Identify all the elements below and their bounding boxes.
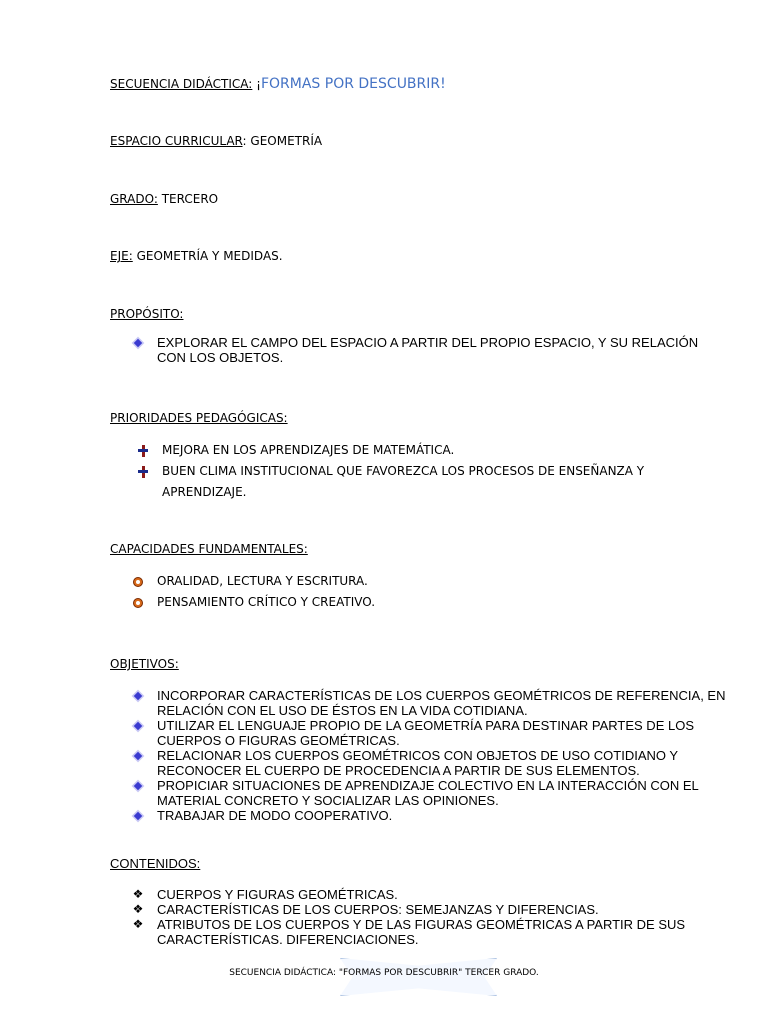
espacio-value: : GEOMETRÍA (242, 134, 323, 148)
list-item: EXPLORAR EL CAMPO DEL ESPACIO A PARTIR DEL PROPIO ESPACIO, Y SU RELACIÓN CON LOS OBJETOS. (131, 335, 727, 365)
grado-value: TERCERO (157, 192, 219, 206)
list-item: ORALIDAD, LECTURA Y ESCRITURA. (131, 571, 727, 592)
diamond-bullet-icon (131, 688, 145, 703)
diamond-bullet-icon (131, 808, 145, 823)
contenidos-list (131, 887, 727, 947)
diamond-bullet-icon (131, 748, 145, 763)
contenidos-heading: CONTENIDOS: (110, 856, 201, 871)
list-item: RELACIONAR LOS CUERPOS GEOMÉTRICOS CON OBJETOS DE USO COTIDIANO Y RECONOCER EL CUERPO DE PROCEDENCIA A PARTIR DE SUS ELEMENTOS. (131, 748, 727, 778)
list-item: MEJORA EN LOS APRENDIZAJES DE MATEMÁTICA. (136, 440, 732, 461)
diamond-bullet-icon (131, 778, 145, 793)
capacidades-list (131, 571, 727, 613)
circle-bullet-icon (131, 595, 145, 610)
objetivos-list (131, 688, 727, 823)
page-footer: SECUENCIA DIDÁCTICA: "FORMAS POR DESCUBRIR" TERCER GRADO. (229, 968, 539, 978)
kite-bullet-icon: ❖ (132, 902, 144, 916)
secuencia-excl: ¡ (252, 77, 261, 91)
capacidades-heading: CAPACIDADES FUNDAMENTALES: (110, 542, 308, 556)
list-item: INCORPORAR CARACTERÍSTICAS DE LOS CUERPOS GEOMÉTRICOS DE REFERENCIA, EN RELACIÓN CON EL USO DE ÉSTOS EN LA VIDA COTIDIANA. (131, 688, 727, 718)
list-item: PROPICIAR SITUACIONES DE APRENDIZAJE COLECTIVO EN LA INTERACCIÓN CON EL MATERIAL CONCRETO Y SOCIALIZAR LAS OPINIONES. (131, 778, 727, 808)
list-item: PENSAMIENTO CRÍTICO Y CREATIVO. (131, 592, 727, 613)
proposito-list (131, 335, 727, 365)
diamond-bullet-icon (131, 718, 145, 733)
eje-label: EJE: (110, 249, 133, 263)
cross-bullet-icon (136, 464, 150, 479)
kite-bullet-icon: ❖ (132, 887, 144, 901)
document-title (110, 76, 446, 92)
list-item: ❖ CUERPOS Y FIGURAS GEOMÉTRICAS. (132, 887, 398, 902)
espacio-label: ESPACIO CURRICULAR (110, 134, 243, 148)
list-item: ❖ ATRIBUTOS DE LOS CUERPOS Y DE LAS FIGURAS GEOMÉTRICAS A PARTIR DE SUS CARACTERÍSTICAS. DIFERENCIACIONES. (132, 917, 686, 947)
kite-bullet-icon: ❖ (132, 917, 144, 931)
grado (110, 192, 218, 206)
eje-value: GEOMETRÍA Y MEDIDAS. (132, 249, 283, 263)
prioridades-heading: PRIORIDADES PEDAGÓGICAS: (110, 411, 288, 425)
objetivos-heading: OBJETIVOS: (110, 657, 179, 671)
secuencia-label: SECUENCIA DIDÁCTICA: (110, 77, 253, 91)
list-item: ❖ CARACTERÍSTICAS DE LOS CUERPOS: SEMEJANZAS Y DIFERENCIAS. (132, 902, 599, 917)
diamond-bullet-icon (131, 335, 145, 350)
espacio-curricular (110, 134, 322, 148)
secuencia-title: FORMAS POR DESCUBRIR! (260, 76, 446, 92)
grado-label: GRADO: (110, 192, 158, 206)
circle-bullet-icon (131, 574, 145, 589)
list-item: UTILIZAR EL LENGUAJE PROPIO DE LA GEOMETRÍA PARA DESTINAR PARTES DE LOS CUERPOS O FIGURAS GEOMÉTRICAS. (131, 718, 727, 748)
cross-bullet-icon (136, 443, 150, 458)
proposito-heading: PROPÓSITO: (110, 307, 184, 321)
eje (110, 249, 283, 263)
prioridades-list (136, 440, 732, 503)
list-item: TRABAJAR DE MODO COOPERATIVO. (131, 808, 727, 823)
list-item: BUEN CLIMA INSTITUCIONAL QUE FAVOREZCA LOS PROCESOS DE ENSEÑANZA Y APRENDIZAJE. (136, 461, 732, 503)
